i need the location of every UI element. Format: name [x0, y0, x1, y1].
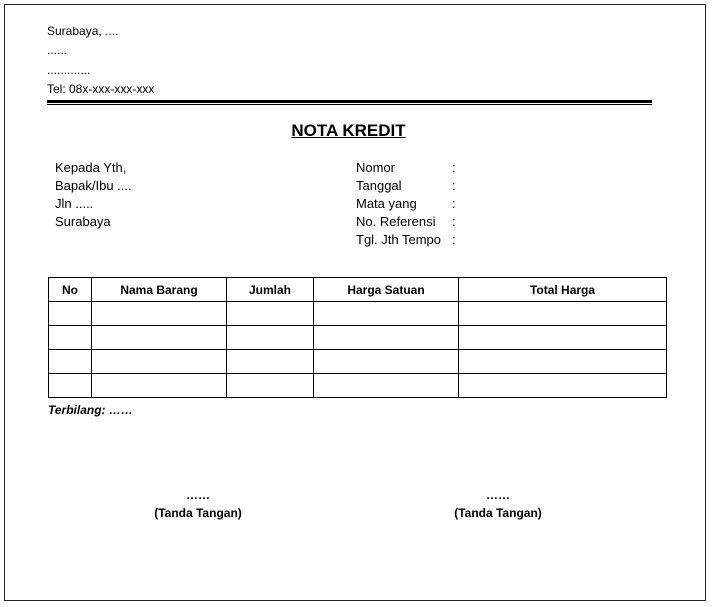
- column-header-harga-satuan: Harga Satuan: [314, 278, 459, 302]
- column-header-total-harga: Total Harga: [459, 278, 667, 302]
- header-rule-thin: [47, 104, 652, 105]
- meta-label-jatuh-tempo: Tgl. Jth Tempo: [356, 232, 442, 247]
- signature-dots: ……: [486, 488, 510, 502]
- items-table: [48, 277, 667, 398]
- signature-block-right: [428, 488, 568, 521]
- table-cell: [49, 350, 92, 374]
- table-cell: [227, 326, 314, 350]
- table-row: [49, 374, 667, 398]
- column-header-jumlah: Jumlah: [227, 278, 314, 302]
- table-cell: [459, 302, 667, 326]
- recipient-line-3: Jln .....: [55, 196, 94, 211]
- table-cell: [92, 350, 227, 374]
- table-cell: [459, 350, 667, 374]
- column-header-nama-barang: Nama Barang: [92, 278, 227, 302]
- meta-label-mata-uang: Mata yang: [356, 196, 417, 211]
- signature-dots: ……: [186, 488, 210, 502]
- table-row: [49, 302, 667, 326]
- meta-colon: :: [452, 214, 456, 229]
- document-title: NOTA KREDIT: [291, 121, 406, 140]
- meta-label-no-referensi: No. Referensi: [356, 214, 436, 229]
- table-cell: [314, 326, 459, 350]
- table-row: [49, 326, 667, 350]
- recipient-line-4: Surabaya: [55, 214, 111, 229]
- signature-block-left: [128, 488, 268, 521]
- meta-label-tanggal: Tanggal: [356, 178, 402, 193]
- recipient-line-1: Kepada Yth,: [55, 160, 127, 175]
- meta-colon: :: [452, 178, 456, 193]
- table-cell: [49, 374, 92, 398]
- header-phone: Tel: 08x-xxx-xxx-xxx: [47, 82, 155, 96]
- meta-colon: :: [452, 196, 456, 211]
- header-line-2: ......: [47, 43, 68, 57]
- table-cell: [314, 302, 459, 326]
- table-cell: [92, 302, 227, 326]
- table-cell: [227, 350, 314, 374]
- meta-colon: :: [452, 160, 456, 175]
- meta-label-nomor: Nomor: [356, 160, 396, 175]
- header-rule-thick: [47, 100, 652, 103]
- table-cell: [49, 326, 92, 350]
- header-line-3: .............: [47, 63, 91, 77]
- table-cell: [92, 326, 227, 350]
- recipient-line-2: Bapak/Ibu ....: [55, 178, 132, 193]
- table-cell: [92, 374, 227, 398]
- signature-label: (Tanda Tangan): [454, 506, 542, 520]
- table-cell: [314, 374, 459, 398]
- header-city-date: Surabaya, ....: [47, 24, 119, 38]
- terbilang-label: Terbilang: ……: [48, 403, 133, 417]
- table-cell: [227, 302, 314, 326]
- table-cell: [227, 374, 314, 398]
- table-cell: [459, 326, 667, 350]
- table-cell: [314, 350, 459, 374]
- table-cell: [49, 302, 92, 326]
- meta-colon: :: [452, 232, 456, 247]
- table-cell: [459, 374, 667, 398]
- column-header-no: No: [49, 278, 92, 302]
- table-row: [49, 350, 667, 374]
- table-header-row: [49, 278, 667, 302]
- signature-label: (Tanda Tangan): [154, 506, 242, 520]
